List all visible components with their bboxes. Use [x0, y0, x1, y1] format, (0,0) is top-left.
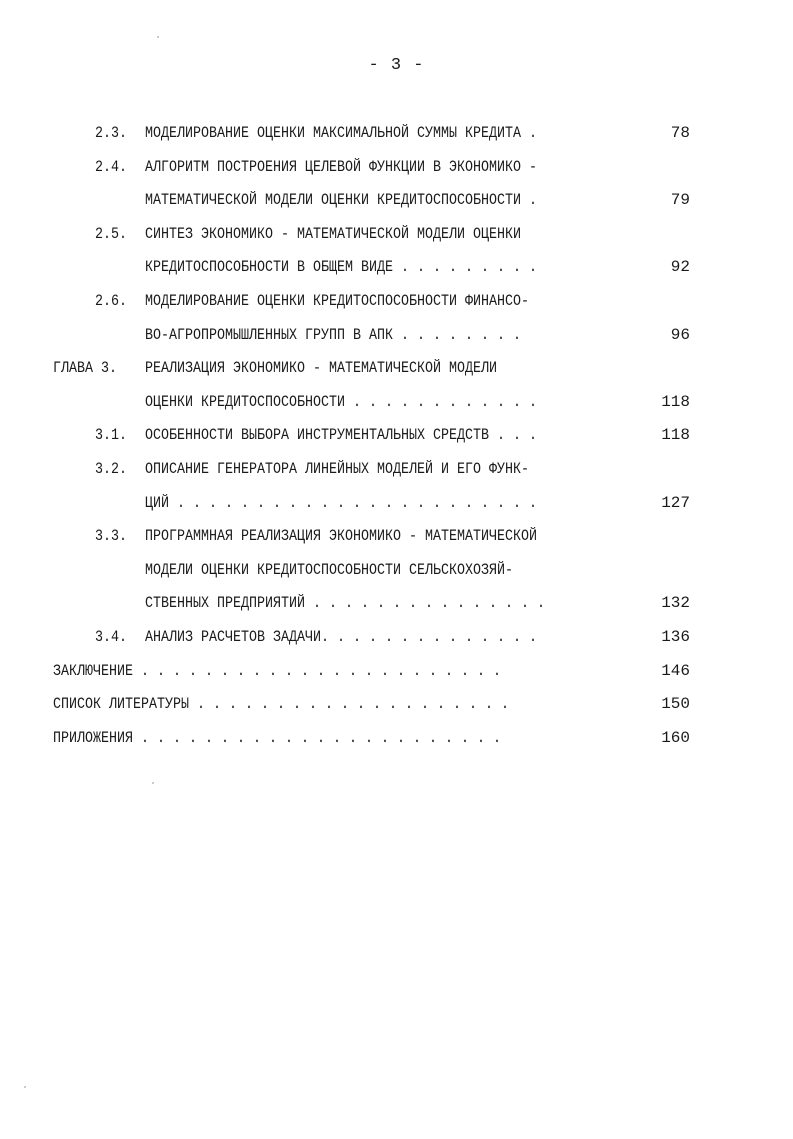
toc-entry-title-line: АЛГОРИТМ ПОСТРОЕНИЯ ЦЕЛЕВОЙ ФУНКЦИИ В ЭКОНОМИКО -	[145, 157, 537, 176]
section-number: 2.5.	[95, 224, 128, 243]
toc-entry-title-line: АНАЛИЗ РАСЧЕТОВ ЗАДАЧИ. . . . . . . . . . . . . .	[145, 628, 537, 646]
section-number: 2.4.	[95, 157, 128, 176]
toc-entry-title-line: ОЦЕНКИ КРЕДИТОСПОСОБНОСТИ . . . . . . . . . . . .	[145, 392, 537, 411]
section-number: 2.3.	[95, 124, 128, 142]
toc-entry-title-line: ПРОГРАММНАЯ РЕАЛИЗАЦИЯ ЭКОНОМИКО - МАТЕМАТИЧЕСКОЙ	[145, 527, 537, 546]
toc-entry-title-line: СТВЕННЫХ ПРЕДПРИЯТИЙ . . . . . . . . . . . . . . .	[145, 594, 545, 613]
toc-entry-title-line: ОСОБЕННОСТИ ВЫБОРА ИНСТРУМЕНТАЛЬНЫХ СРЕДСТВ . . .	[145, 426, 537, 445]
toc-page-number: 160	[661, 728, 690, 747]
section-number: 3.3.	[95, 527, 128, 546]
toc-page-number: 96	[670, 325, 690, 344]
toc-entry-title-line: МОДЕЛИ ОЦЕНКИ КРЕДИТОСПОСОБНОСТИ СЕЛЬСКОХОЗЯЙ-	[145, 560, 513, 579]
section-number: 2.6.	[95, 292, 128, 310]
toc-page-number: 146	[661, 661, 690, 680]
toc-page-number: 79	[670, 191, 690, 210]
section-number: 3.4.	[95, 628, 128, 646]
toc-page-number: 150	[661, 695, 690, 714]
chapter-number: ГЛАВА 3.	[53, 359, 118, 378]
scan-speck	[152, 782, 154, 784]
toc-entry-title-line: МОДЕЛИРОВАНИЕ ОЦЕНКИ МАКСИМАЛЬНОЙ СУММЫ КРЕДИТА .	[145, 124, 537, 142]
toc-entry-title-line: КРЕДИТОСПОСОБНОСТИ В ОБЩЕМ ВИДЕ . . . . . . . . .	[145, 258, 537, 277]
toc-entry-title-line: МОДЕЛИРОВАНИЕ ОЦЕНКИ КРЕДИТОСПОСОБНОСТИ ФИНАНСО-	[145, 292, 529, 310]
toc-page-number: 78	[670, 124, 690, 142]
toc-entry-title-line: ПРИЛОЖЕНИЯ . . . . . . . . . . . . . . . . . . . . . . .	[53, 728, 501, 747]
scan-speck	[157, 36, 159, 38]
toc-page-number: 118	[661, 426, 690, 445]
toc-entry-title-line: РЕАЛИЗАЦИЯ ЭКОНОМИКО - МАТЕМАТИЧЕСКОЙ МОДЕЛИ	[145, 359, 497, 378]
toc-page-number: 127	[661, 493, 690, 512]
toc-page-number: 118	[661, 392, 690, 411]
toc-entry-title-line: ЗАКЛЮЧЕНИЕ . . . . . . . . . . . . . . . . . . . . . . .	[53, 661, 501, 680]
toc-entry-title-line: ВО-АГРОПРОМЫШЛЕННЫХ ГРУПП В АПК . . . . . . . .	[145, 325, 521, 344]
toc-entry-title-line: МАТЕМАТИЧЕСКОЙ МОДЕЛИ ОЦЕНКИ КРЕДИТОСПОСОБНОСТИ .	[145, 191, 537, 210]
page-number: - 3 -	[368, 56, 425, 75]
toc-entry-title-line: ОПИСАНИЕ ГЕНЕРАТОРА ЛИНЕЙНЫХ МОДЕЛЕЙ И ЕГО ФУНК-	[145, 460, 529, 478]
toc-entry-title-line: ЦИЙ . . . . . . . . . . . . . . . . . . . . . . .	[145, 493, 537, 512]
toc-page-number: 92	[670, 258, 690, 277]
toc-entry-title-line: СИНТЕЗ ЭКОНОМИКО - МАТЕМАТИЧЕСКОЙ МОДЕЛИ ОЦЕНКИ	[145, 224, 521, 243]
toc-page-number: 132	[661, 594, 690, 613]
section-number: 3.2.	[95, 460, 128, 478]
section-number: 3.1.	[95, 426, 128, 445]
scan-speck	[24, 1086, 26, 1088]
toc-entry-title-line: СПИСОК ЛИТЕРАТУРЫ . . . . . . . . . . . . . . . . . . . .	[53, 695, 509, 714]
toc-page-number: 136	[661, 628, 690, 646]
